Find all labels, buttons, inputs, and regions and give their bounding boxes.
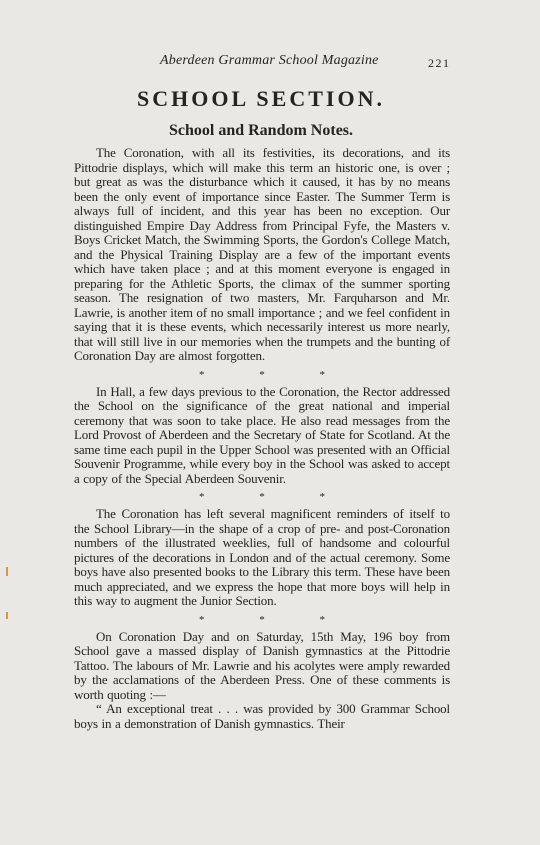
- paragraph-rector-address: In Hall, a few days previous to the Coronation, the Rector addressed the School on the significance of the great national and imperial ceremony that was soon to take place. He also read messages from the Lord Provost of Aberdeen and the Secretary of State for Scotland. At the same time each pupil in the Upper School was presented with an Official Souvenir Programme, while every boy in the School was asked to accept a copy of the Special Aberdeen Souvenir.: [74, 383, 450, 486]
- asterism-divider: * * *: [199, 613, 351, 626]
- subsection-title: School and Random Notes.: [168, 122, 354, 139]
- margin-mark: [6, 567, 8, 576]
- asterism-divider: * * *: [199, 491, 351, 503]
- paragraph-tattoo: On Coronation Day and on Saturday, 15th May, 196 boy from School gave a massed display of Danish gymnastics at the Pittodrie Tattoo. The labours of Mr. Lawrie and his acolytes were amply rewarded by the acclamations of the Aberdeen Press. One of these comments is worth quoting :—: [74, 628, 450, 702]
- paragraph-library: The Coronation has left several magnificent reminders of itself to the School Library—in the shape of a crop of pre- and post-Coronation numbers of the illustrated weeklies, full of handsome and colourful pictures of the decorations in London and of the actual ceremony. Some boys have also presented books to the Library this term. These have been much appreciated, and we express the hope that more boys will help in this way to augment the Junior Section.: [74, 506, 450, 608]
- paragraph-coronation: The Coronation, with all its festivities, its decorations, and its Pittodrie displays, which will make this term an historic one, is over ; but great as was the disturbance which it caused, it has by no means been the only event of importance since Easter. The Summer Term is always full of incident, and this year has been no exception. Our distinguished Empire Day Address from Principal Fyfe, the Masters v. Boys Cricket Match, the Swimming Sports, the Gordon's College Match, and the Physical Training Display are a few of the important events which have taken place ; and at this moment everyone is engaged in preparing for the Athletic Sports, the climax of the summer sporting season. The resignation of two masters, Mr. Farquharson and Mr. Lawrie, is another item of no small importance ; and we feel confident in saying that it is these events, which necessarily interest us more nearly, that will still live in our memories when the trumpets and the bunting of Coronation Day are almost forgotten.: [74, 145, 450, 363]
- running-header: Aberdeen Grammar School Magazine: [160, 53, 379, 68]
- page-number: 221: [428, 56, 451, 70]
- paragraph-quote: “ An exceptional treat . . . was provided by 300 Grammar School boys in a demonstration of Danish gymnastics. Their: [74, 701, 450, 731]
- asterism-divider: * * *: [199, 368, 351, 381]
- body-text: [74, 146, 450, 731]
- section-title: SCHOOL SECTION.: [137, 86, 385, 111]
- margin-mark: [6, 612, 8, 619]
